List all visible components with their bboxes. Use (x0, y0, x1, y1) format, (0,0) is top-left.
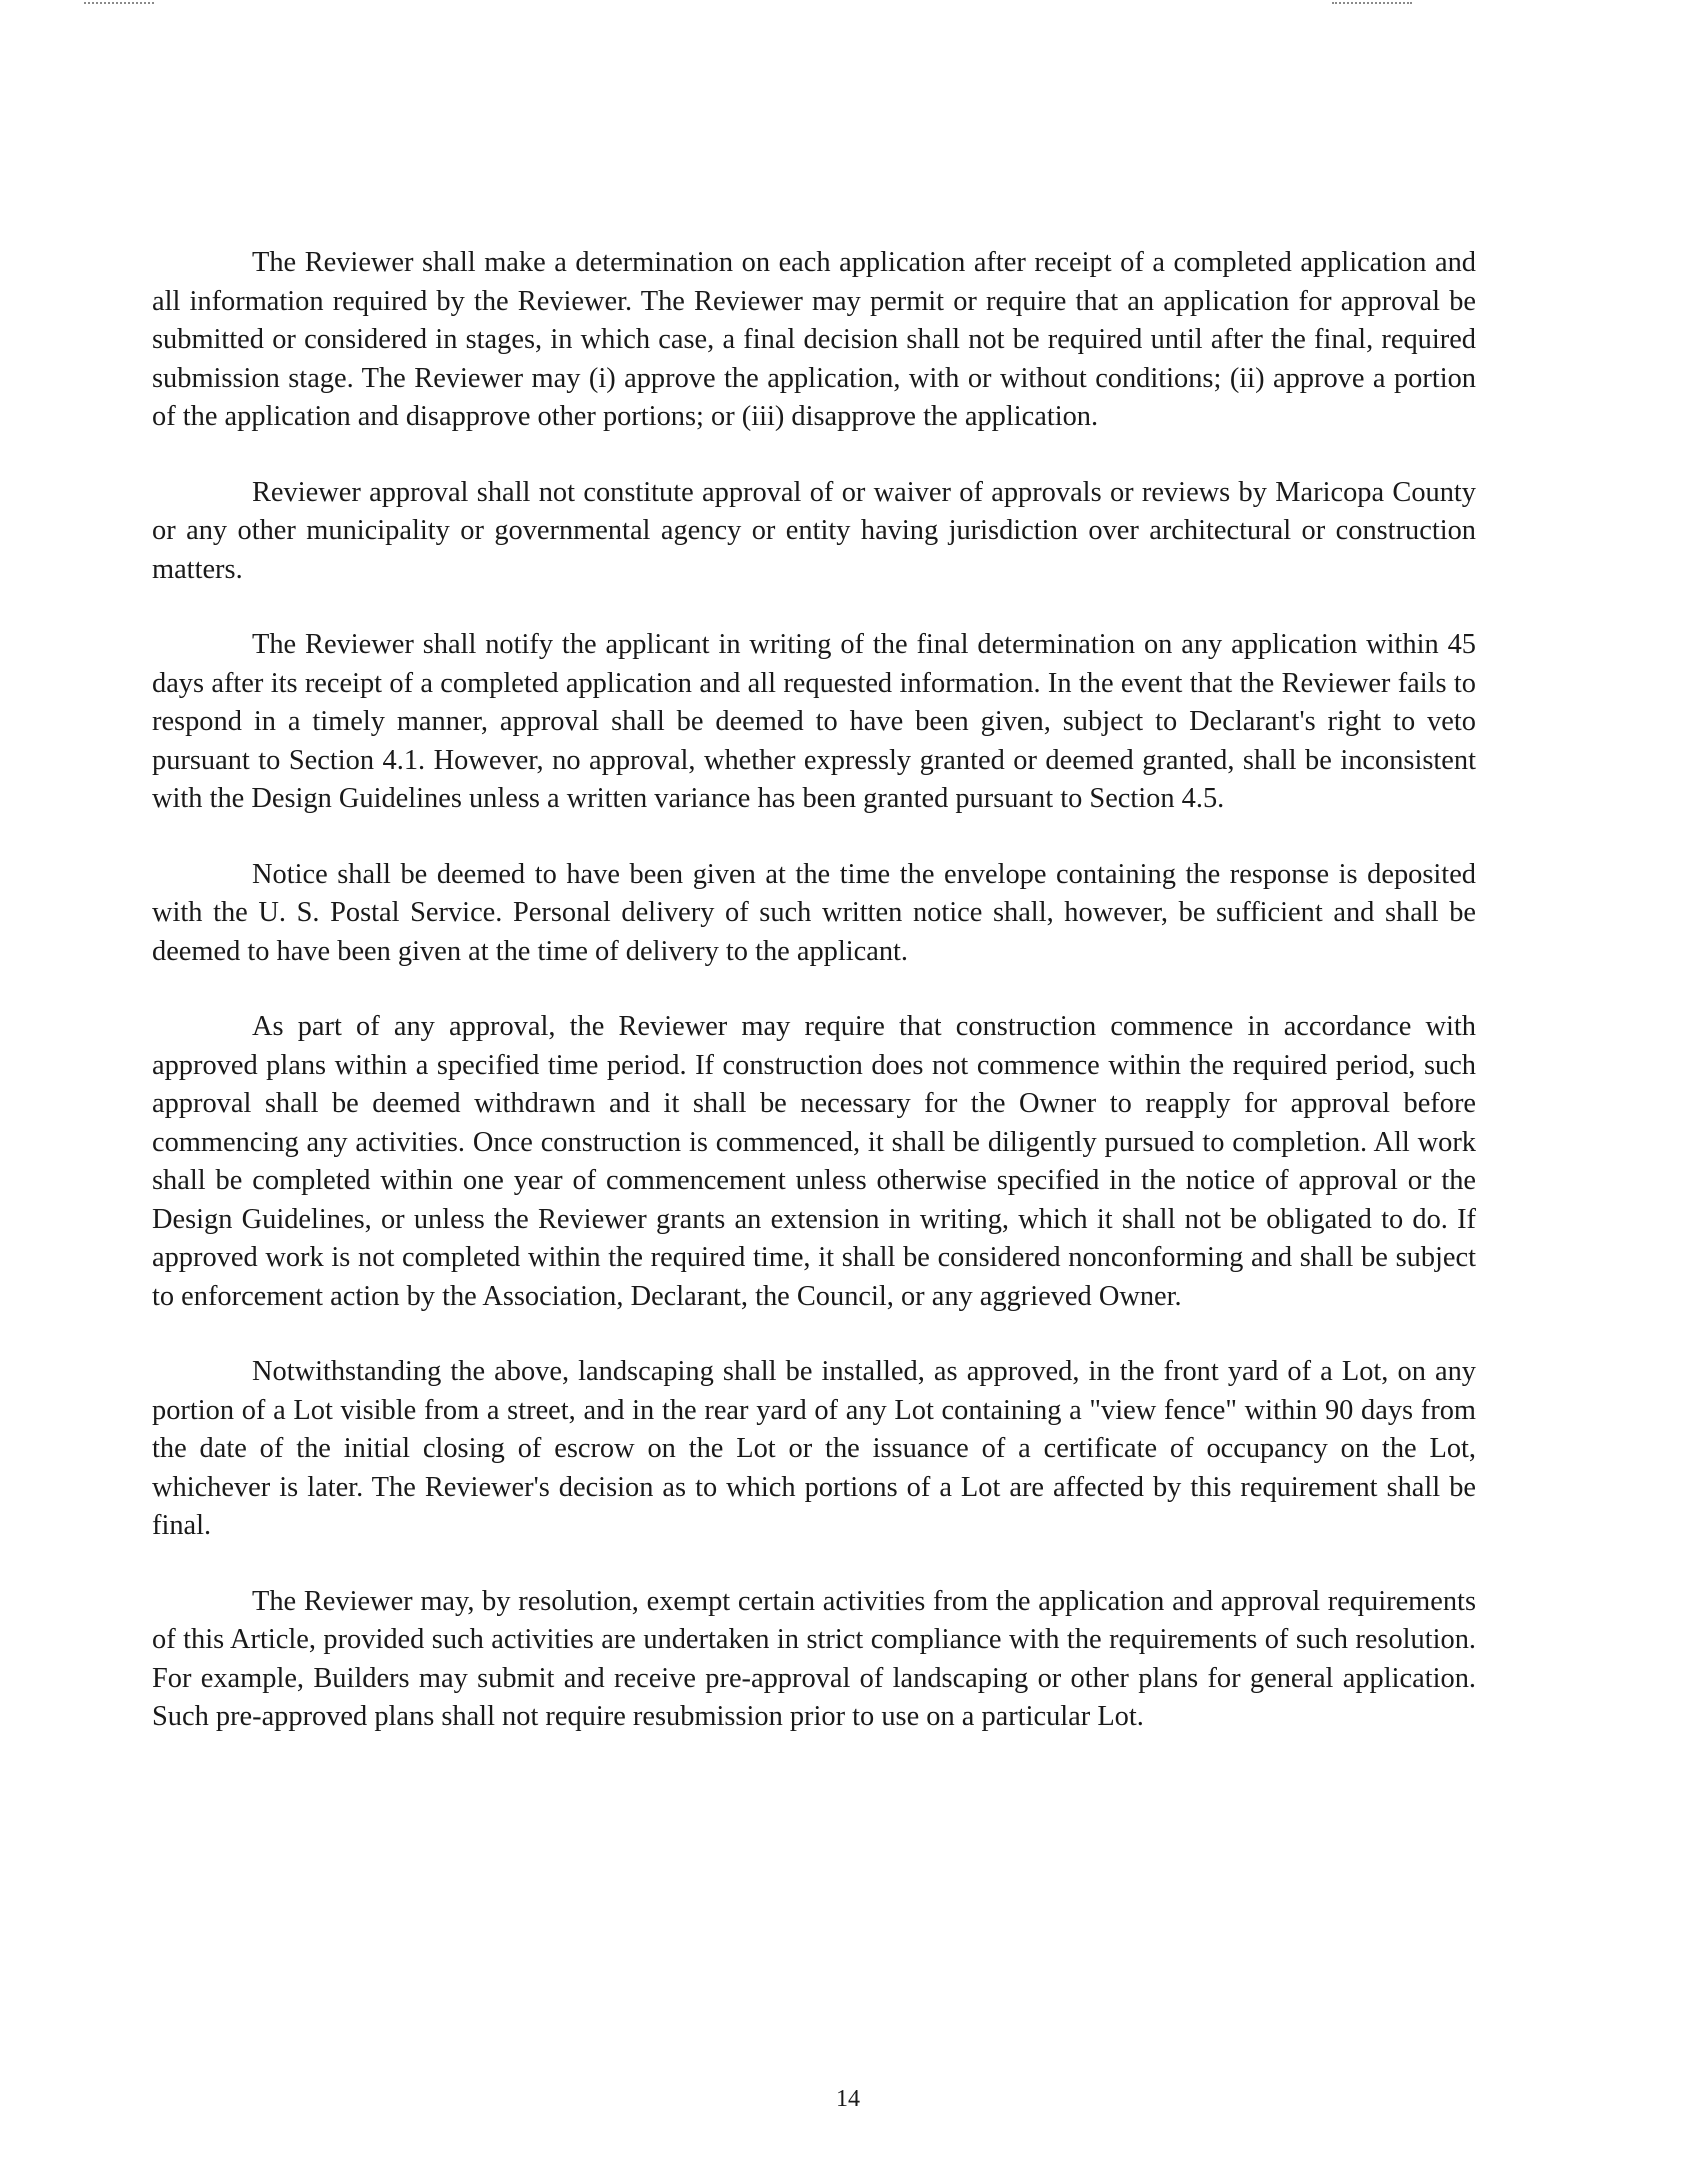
scan-artifact-right (1332, 2, 1412, 8)
page-number: 14 (836, 2086, 860, 2112)
paragraph-notification: The Reviewer shall notify the applicant in writing of the final determination on any application within 45 days after its receipt of a completed application and all requested information. In the event that the Reviewer fails to respond in a timely manner, approval shall be deemed to have been given, subject to Declarant's right to veto pursuant to Section 4.1. However, no approval, whether expressly granted or deemed granted, shall be inconsistent with the Design Guidelines unless a written variance has been granted pursuant to Section 4.5. (152, 629, 1476, 814)
paragraph-reviewer-approval-scope: Reviewer approval shall not constitute approval of or waiver of approvals or reviews by Maricopa County or any other municipality or governmental agency or entity having jurisdiction over architectural or construction matters. (152, 476, 1476, 585)
scan-artifact-left (84, 2, 154, 8)
paragraph-notice-delivery: Notice shall be deemed to have been given at the time the envelope containing the response is deposited with the U. S. Postal Service. Personal delivery of such written notice shall, however, be sufficient and shall be deemed to have been given at the time of delivery to the applicant. (152, 858, 1476, 967)
paragraph-landscaping: Notwithstanding the above, landscaping shall be installed, as approved, in the front yard of a Lot, on any portion of a Lot visible from a street, and in the rear yard of any Lot containing a "view fence" within 90 days from the date of the initial closing of escrow on the Lot or the issuance of a certificate of occupancy on the Lot, whichever is later. The Reviewer's decision as to which portions of a Lot are affected by this requirement shall be final. (152, 1356, 1476, 1541)
document-body (152, 244, 1476, 1774)
paragraph-exemptions: The Reviewer may, by resolution, exempt certain activities from the application and approval requirements of this Article, provided such activities are undertaken in strict compliance with the requirements of such resolution. For example, Builders may submit and receive pre-approval of landscaping or other plans for general application. Such pre-approved plans shall not require resubmission prior to use on a particular Lot. (152, 1585, 1476, 1732)
paragraph-construction-timing: As part of any approval, the Reviewer may require that construction commence in accordance with approved plans within a specified time period. If construction does not commence within the required period, such approval shall be deemed withdrawn and it shall be necessary for the Owner to reapply for approval before commencing any activities. Once construction is commenced, it shall be diligently pursued to completion. All work shall be completed within one year of commencement unless otherwise specified in the notice of approval or the Design Guidelines, or unless the Reviewer grants an extension in writing, which it shall not be obligated to do. If approved work is not completed within the required time, it shall be considered nonconforming and shall be subject to enforcement action by the Association, Declarant, the Council, or any aggrieved Owner. (152, 1011, 1476, 1312)
paragraph-reviewer-determination: The Reviewer shall make a determination on each application after receipt of a completed application and all information required by the Reviewer. The Reviewer may permit or require that an application for approval be submitted or considered in stages, in which case, a final decision shall not be required until after the final, required submission stage. The Reviewer may (i) approve the application, with or without conditions; (ii) approve a portion of the application and disapprove other portions; or (iii) disapprove the application. (152, 247, 1476, 432)
